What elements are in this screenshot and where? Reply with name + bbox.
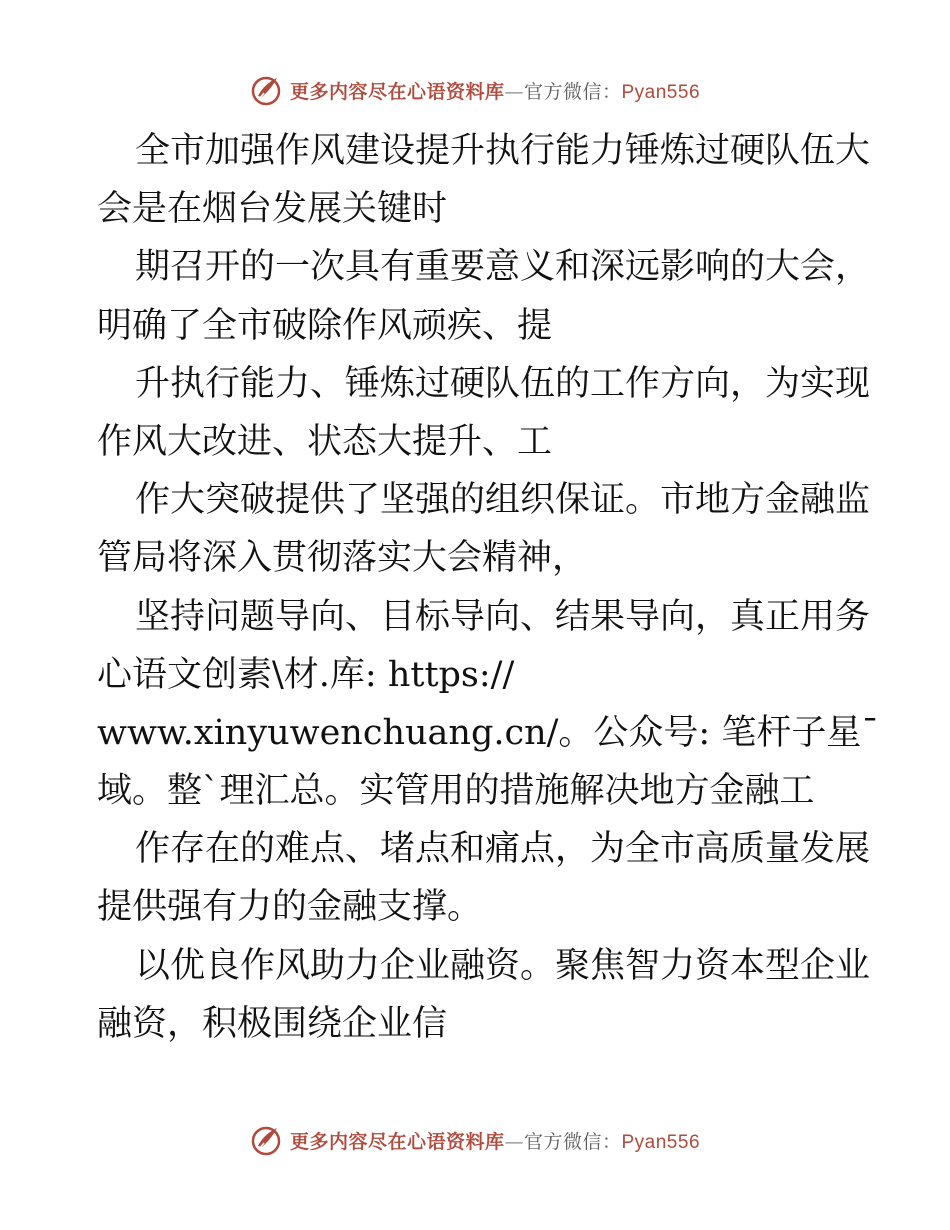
quill-pen-icon bbox=[250, 1124, 282, 1156]
body-line: 会是在烟台发展关键时 bbox=[97, 189, 448, 230]
body-line: 融资，积极围绕企业信 bbox=[97, 1003, 448, 1044]
document-body bbox=[97, 122, 879, 1053]
body-line: 升执行能力、锤炼过硬队伍的工作方向，为实现 bbox=[135, 363, 871, 404]
body-line: 作存在的难点、堵点和痛点，为全市高质量发展 bbox=[135, 829, 871, 870]
quill-pen-icon bbox=[250, 74, 282, 106]
wechat-id: Pyan556 bbox=[621, 1131, 701, 1153]
body-line: 期召开的一次具有重要意义和深远影响的大会， bbox=[135, 247, 871, 288]
wechat-label: 官方微信： bbox=[523, 1130, 622, 1153]
wechat-id: Pyan556 bbox=[621, 81, 701, 103]
banner-text bbox=[290, 77, 700, 104]
banner-separator: — bbox=[504, 1130, 524, 1153]
body-line: 提供强有力的金融支撑。 bbox=[97, 887, 483, 928]
body-line: 全市加强作风建设提升执行能力锤炼过硬队伍大 bbox=[135, 131, 871, 171]
body-line: 坚持问题导向、目标导向、结果导向，真正用务 bbox=[135, 596, 871, 637]
body-line: 作风大改进、状态大提升、工 bbox=[97, 421, 553, 462]
banner-title: 更多内容尽在心语资料库 bbox=[289, 80, 505, 103]
banner-text bbox=[290, 1127, 700, 1154]
body-line: 域。整`理汇总。实管用的措施解决地方金融工 bbox=[97, 771, 815, 812]
body-line: 管局将深入贯彻落实大会精神， bbox=[97, 538, 588, 579]
body-line: 明确了全市破除作风顽疾、提 bbox=[97, 305, 553, 346]
body-line: www.xinyuwenchuang.cn/。公众号: 笔杆子星¯ bbox=[97, 712, 879, 753]
banner-title: 更多内容尽在心语资料库 bbox=[289, 1130, 505, 1153]
wechat-label: 官方微信： bbox=[523, 80, 622, 103]
body-line: 心语文创素\材.库: https:// bbox=[97, 654, 515, 695]
body-line: 作大突破提供了坚强的组织保证。市地方金融监 bbox=[135, 480, 871, 521]
footer-banner bbox=[0, 1120, 950, 1160]
banner-separator: — bbox=[504, 80, 524, 103]
header-banner bbox=[0, 70, 950, 110]
body-line: 以优良作风助力企业融资。聚焦智力资本型企业 bbox=[135, 945, 871, 986]
